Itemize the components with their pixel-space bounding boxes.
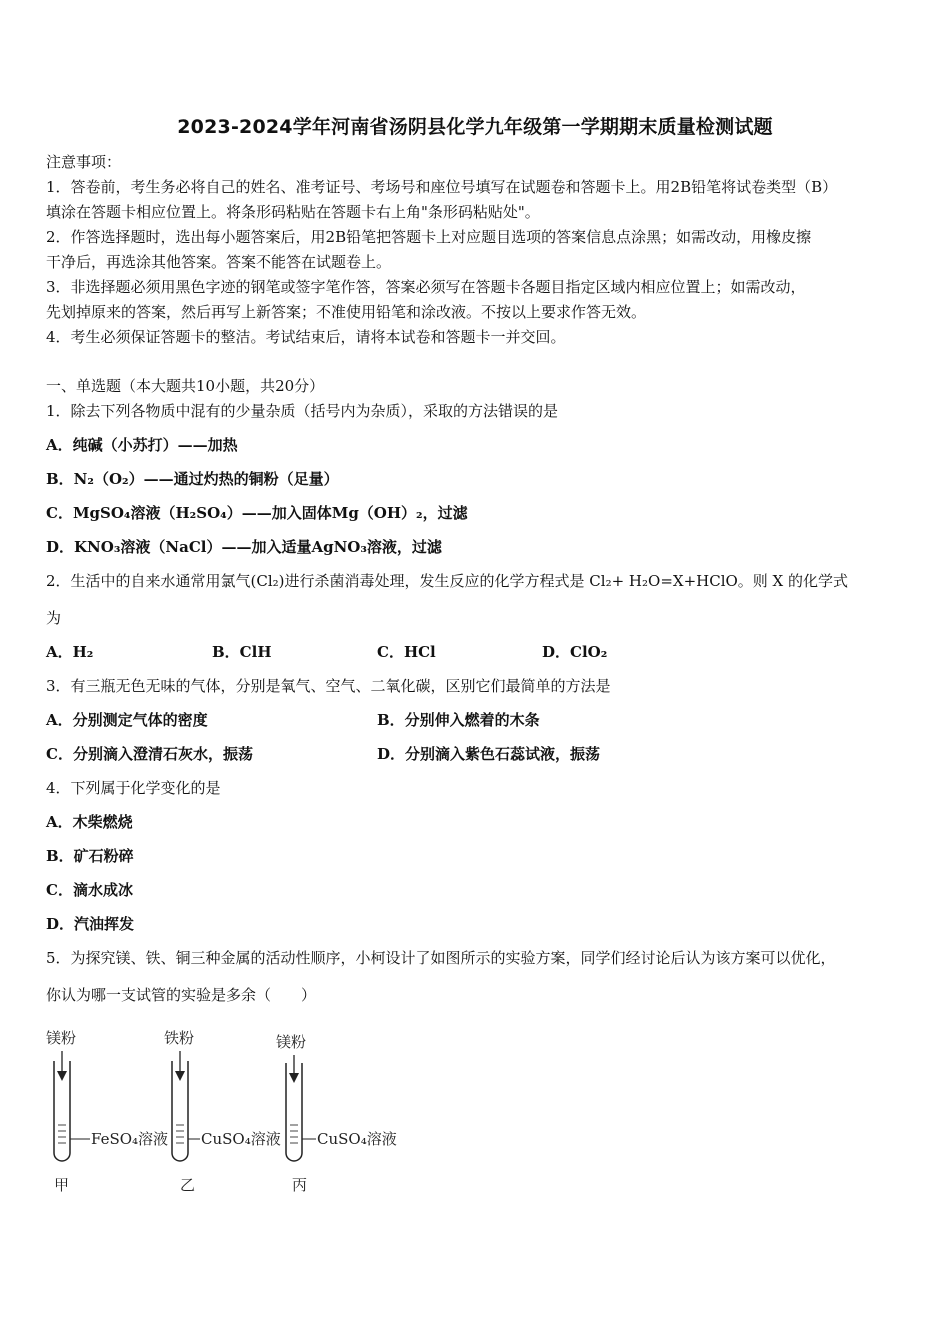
q4-option-b: B．矿石粉碎 bbox=[46, 847, 134, 865]
notice-line: 2．作答选择题时，选出每小题答案后，用2B铅笔把答题卡上对应题目选项的答案信息点涂黑；如需改动，用橡皮擦 bbox=[46, 228, 812, 246]
q2-option-b: B．ClH bbox=[212, 643, 272, 661]
q2-option-a: A．H₂ bbox=[46, 643, 94, 661]
q4-option-a: A．木柴燃烧 bbox=[46, 813, 133, 831]
test-tube-figure bbox=[40, 1025, 420, 1200]
tube-solution-label: CuSO₄溶液 bbox=[201, 1130, 281, 1148]
q3-option-b: B．分别伸入燃着的木条 bbox=[377, 711, 540, 729]
q4-stem: 4．下列属于化学变化的是 bbox=[46, 779, 221, 797]
q5-stem-cont: 你认为哪一支试管的实验是多余（ ） bbox=[46, 986, 317, 1004]
tube-powder-label: 镁粉 bbox=[46, 1029, 77, 1047]
notice-line: 干净后，再选涂其他答案。答案不能答在试题卷上。 bbox=[46, 253, 392, 271]
notice-line: 4．考生必须保证答题卡的整洁。考试结束后，请将本试卷和答题卡一并交回。 bbox=[46, 328, 566, 346]
notice-heading: 注意事项： bbox=[46, 153, 122, 171]
q3-option-a: A．分别测定气体的密度 bbox=[46, 711, 208, 729]
q3-option-d: D．分别滴入紫色石蕊试液，振荡 bbox=[377, 745, 601, 763]
tube-solution-label: FeSO₄溶液 bbox=[91, 1130, 169, 1148]
tube-name-label: 乙 bbox=[180, 1176, 196, 1194]
q1-option-b: B．N₂（O₂）——通过灼热的铜粉（足量） bbox=[46, 470, 339, 488]
page-title: 2023-2024学年河南省汤阴县化学九年级第一学期期末质量检测试题 bbox=[177, 116, 773, 138]
test-tube-jia bbox=[46, 1029, 168, 1194]
q3-stem: 3．有三瓶无色无味的气体，分别是氧气、空气、二氧化碳，区别它们最简单的方法是 bbox=[46, 677, 611, 695]
notice-line: 先划掉原来的答案，然后再写上新答案；不准使用铅笔和涂改液。不按以上要求作答无效。 bbox=[46, 303, 647, 321]
q1-option-a: A．纯碱（小苏打）——加热 bbox=[46, 436, 238, 454]
q2-stem-cont: 为 bbox=[46, 609, 62, 627]
tube-powder-label: 铁粉 bbox=[164, 1029, 195, 1047]
q1-stem: 1．除去下列各物质中混有的少量杂质（括号内为杂质），采取的方法错误的是 bbox=[46, 402, 559, 420]
notice-line: 3．非选择题必须用黑色字迹的钢笔或签字笔作答，答案必须写在答题卡各题目指定区域内相应位置上；如需改动， bbox=[46, 278, 806, 296]
q2-stem: 2．生活中的自来水通常用氯气(Cl₂)进行杀菌消毒处理，发生反应的化学方程式是 Cl₂+ H₂O=X+HClO。则 X 的化学式 bbox=[46, 572, 849, 590]
q2-option-c: C．HCl bbox=[377, 643, 436, 661]
test-tube-bing bbox=[276, 1033, 397, 1194]
test-tube-yi bbox=[164, 1029, 281, 1194]
tube-solution-label: CuSO₄溶液 bbox=[317, 1130, 397, 1148]
tube-name-label: 甲 bbox=[54, 1176, 70, 1194]
q2-option-d: D．ClO₂ bbox=[542, 643, 608, 661]
notice-line: 1．答卷前，考生务必将自己的姓名、准考证号、考场号和座位号填写在试题卷和答题卡上。用2B铅笔将试卷类型（B） bbox=[46, 178, 838, 196]
notice-line: 填涂在答题卡相应位置上。将条形码粘贴在答题卡右上角"条形码粘贴处"。 bbox=[46, 203, 540, 221]
q3-option-c: C．分别滴入澄清石灰水，振荡 bbox=[46, 745, 253, 763]
section-heading: 一、单选题（本大题共10小题，共20分） bbox=[46, 377, 325, 395]
q1-option-d: D．KNO₃溶液（NaCl）——加入适量AgNO₃溶液，过滤 bbox=[46, 538, 442, 556]
q5-stem: 5．为探究镁、铁、铜三种金属的活动性顺序，小柯设计了如图所示的实验方案，同学们经讨论后认为该方案可以优化， bbox=[46, 949, 836, 967]
tube-name-label: 丙 bbox=[292, 1176, 308, 1194]
q1-option-c: C．MgSO₄溶液（H₂SO₄）——加入固体Mg（OH）₂，过滤 bbox=[46, 504, 468, 522]
tube-powder-label: 镁粉 bbox=[276, 1033, 307, 1051]
q4-option-c: C．滴水成冰 bbox=[46, 881, 133, 899]
q4-option-d: D．汽油挥发 bbox=[46, 915, 135, 933]
